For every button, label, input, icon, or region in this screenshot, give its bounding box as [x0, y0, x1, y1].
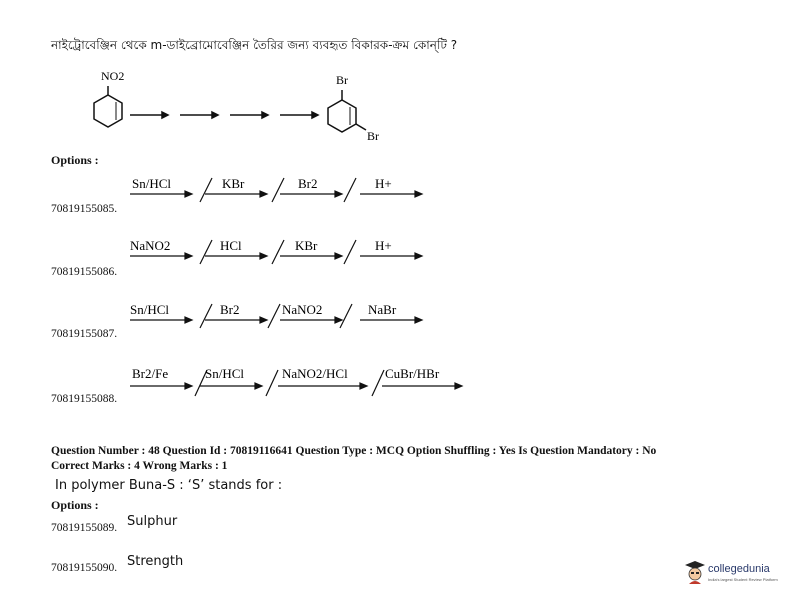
option-70819155088[interactable]: [120, 362, 480, 402]
graduate-avatar-icon: [684, 560, 706, 584]
svg-text:CuBr/HBr: CuBr/HBr: [385, 366, 440, 381]
svg-text:Br2: Br2: [298, 176, 318, 191]
svg-text:Br2: Br2: [220, 302, 240, 317]
options-label-47: Options :: [51, 153, 99, 167]
svg-text:HCl: HCl: [220, 238, 242, 253]
reaction-scheme: [80, 62, 420, 152]
collegedunia-logo: collegedunia India's largest Student Review Platform: [684, 560, 784, 586]
bromo-top-label: Br: [336, 73, 348, 87]
question-47-text: নাইট্রোবেঞ্জিন থেকে m-ডাইব্রোমোবেঞ্জিন তৈরির জন্য ব্যবহৃত বিকারক-ক্রম কোন্‌টি ?: [51, 38, 458, 52]
option-id: 70819155085.: [51, 203, 118, 215]
bromo-bottom-label: Br: [367, 129, 379, 143]
svg-text:KBr: KBr: [295, 238, 318, 253]
svg-text:Br2/Fe: Br2/Fe: [132, 366, 169, 381]
option-id: 70819155089.: [51, 522, 118, 534]
question-48-meta: Question Number : 48 Question Id : 70819116641 Question Type : MCQ Option Shuffling : Yes Is Question Mandatory : No: [51, 445, 657, 457]
svg-text:KBr: KBr: [222, 176, 245, 191]
svg-text:NaBr: NaBr: [368, 302, 397, 317]
option-id: 70819155088.: [51, 393, 118, 405]
svg-text:Sn/HCl: Sn/HCl: [205, 366, 245, 381]
svg-text:NaNO2: NaNO2: [130, 238, 171, 253]
option-id: 70819155090.: [51, 562, 118, 574]
svg-text:NaNO2: NaNO2: [282, 302, 323, 317]
options-label-48: Options :: [51, 498, 99, 512]
option-70819155087[interactable]: [120, 296, 440, 332]
question-48-marks: Correct Marks : 4 Wrong Marks : 1: [51, 460, 228, 472]
option-70819155085[interactable]: [120, 170, 440, 206]
svg-text:H+: H+: [375, 238, 392, 253]
option-strength[interactable]: Strength: [127, 554, 184, 569]
question-48-text: In polymer Buna-S : ‘S’ stands for :: [55, 478, 283, 493]
nitro-label: NO2: [101, 69, 125, 83]
scheme-arrows: [130, 112, 318, 118]
dibromobenzene-structure: [328, 90, 366, 132]
svg-text:Sn/HCl: Sn/HCl: [132, 176, 172, 191]
svg-text:H+: H+: [375, 176, 392, 191]
svg-text:NaNO2/HCl: NaNO2/HCl: [282, 366, 348, 381]
svg-text:Sn/HCl: Sn/HCl: [130, 302, 170, 317]
nitrobenzene-structure: [94, 86, 122, 127]
option-id: 70819155087.: [51, 328, 118, 340]
option-70819155086[interactable]: [120, 232, 440, 268]
option-id: 70819155086.: [51, 266, 118, 278]
option-sulphur[interactable]: Sulphur: [127, 514, 178, 529]
